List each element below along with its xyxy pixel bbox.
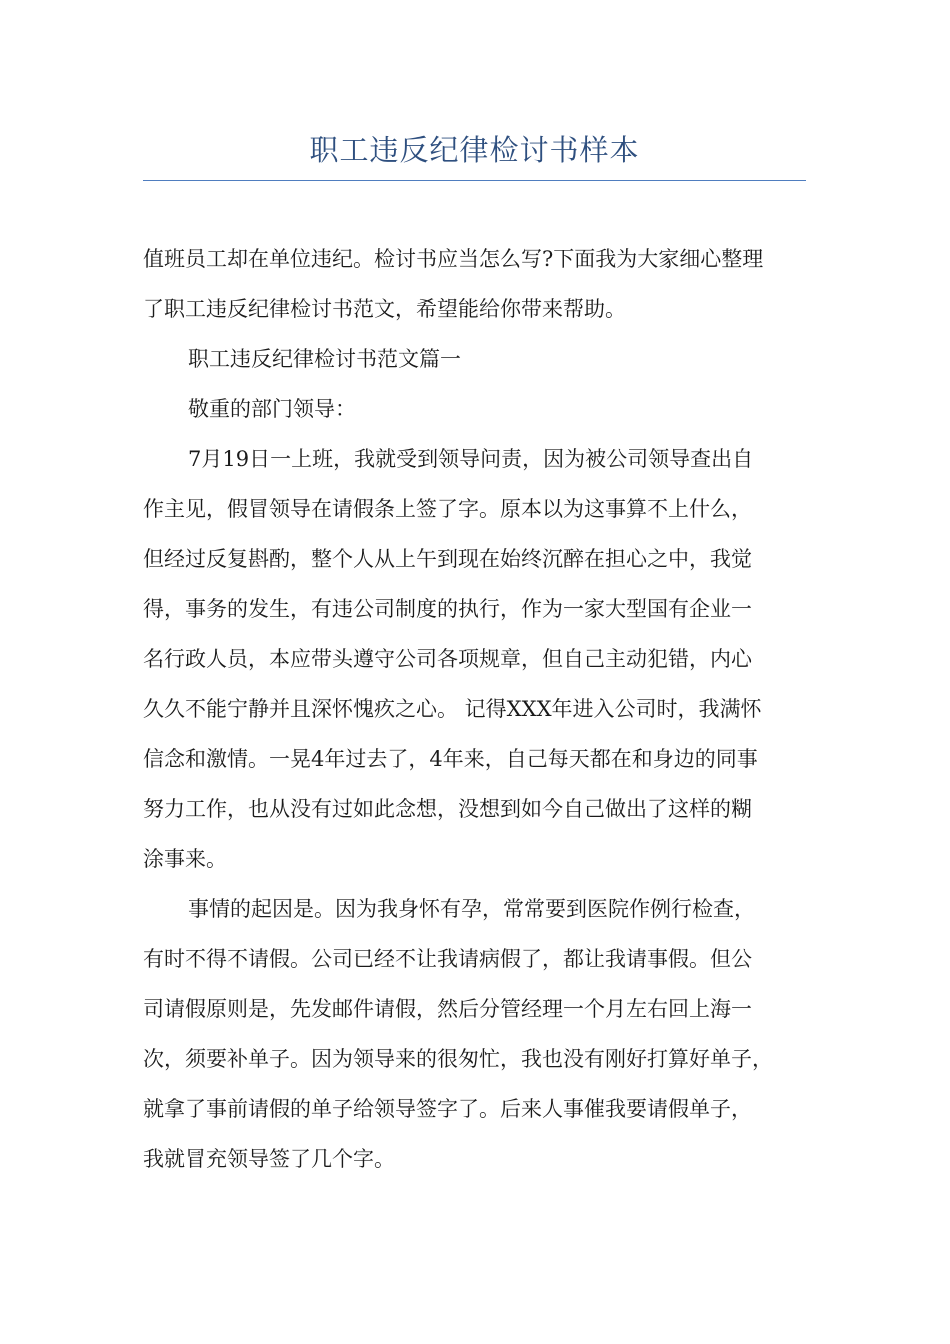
section-heading: 职工违反纪律检讨书范文篇一: [188, 347, 461, 371]
body-line: 次，须要补单子。因为领导来的很匆忙，我也没有刚好打算好单子，: [143, 1047, 773, 1071]
body-line: 我就冒充领导签了几个字。: [143, 1147, 395, 1171]
body-line: 事情的起因是。因为我身怀有孕，常常要到医院作例行检查，: [188, 897, 755, 921]
body-line: 司请假原则是，先发邮件请假，然后分管经理一个月左右回上海一: [143, 997, 752, 1021]
document-title: 职工违反纪律检讨书样本: [309, 133, 640, 167]
body-line: 涂事来。: [143, 847, 227, 871]
body-line: 久久不能宁静并且深怀愧疚之心。 记得XXX年进入公司时，我满怀: [143, 697, 762, 721]
body-line: 努力工作，也从没有过如此念想，没想到如今自己做出了这样的糊: [143, 797, 752, 821]
body-line: 了职工违反纪律检讨书范文，希望能给你带来帮助。: [143, 297, 626, 321]
document-body: [143, 234, 828, 1184]
title-underline: [143, 180, 806, 181]
body-line: 就拿了事前请假的单子给领导签字了。后来人事催我要请假单子，: [143, 1097, 752, 1121]
body-line: 信念和激情。一晃4年过去了，4年来，自己每天都在和身边的同事: [143, 747, 758, 771]
body-line: 有时不得不请假。公司已经不让我请病假了，都让我请事假。但公: [143, 947, 752, 971]
body-line: 作主见，假冒领导在请假条上签了字。原本以为这事算不上什么，: [143, 497, 752, 521]
body-line: 名行政人员，本应带头遵守公司各项规章，但自己主动犯错，内心: [143, 647, 752, 671]
body-line: 7月19日一上班，我就受到领导问责，因为被公司领导查出自: [188, 447, 754, 471]
body-line: 值班员工却在单位违纪。检讨书应当怎么写?下面我为大家细心整理: [143, 247, 764, 271]
body-line: 得，事务的发生，有违公司制度的执行，作为一家大型国有企业一: [143, 597, 752, 621]
salutation: 敬重的部门领导：: [188, 397, 356, 421]
body-line: 但经过反复斟酌，整个人从上午到现在始终沉醉在担心之中，我觉: [143, 547, 752, 571]
